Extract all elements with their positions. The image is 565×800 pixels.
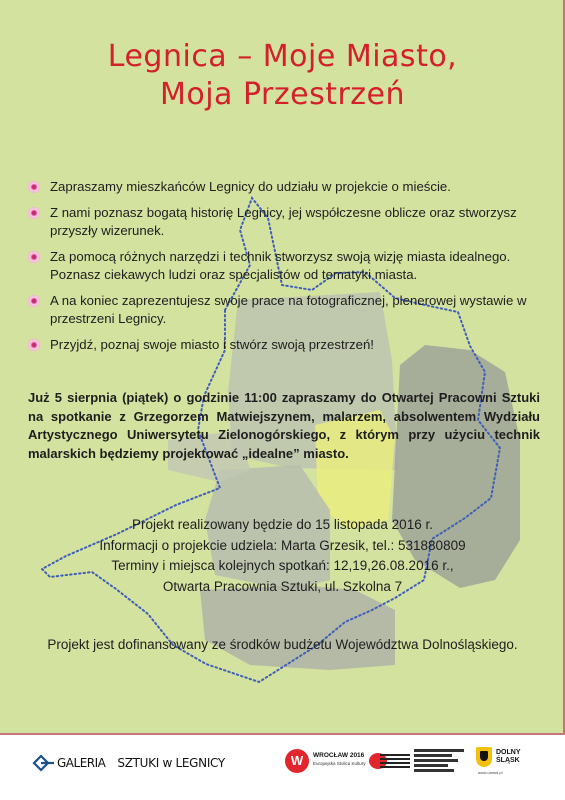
partner-stripe-icon [368,751,412,771]
wroclaw-circle-icon: W [285,749,309,773]
bullet-item [28,336,543,354]
foundation-logo [414,747,464,777]
bullet-item [28,178,543,196]
invitation-bullet-list [28,178,543,362]
bullet-text: Z nami poznasz bogatą historię Legnicy, jej współczesne oblicze oraz stworzysz przyszły wizerunek. [50,205,517,238]
info-line-contact: Informacji o projekcie udziela: Marta Grzesik, tel.: 531880809 [99,537,466,553]
foundation-logo-line [414,759,458,762]
title-line-2: Moja Przestrzeń [159,77,406,112]
foundation-logo-line [414,754,452,757]
wroclaw-title: WROCŁAW 2016 [313,752,365,759]
bullet-text: A na koniec zaprezentujesz swoje prace na fotograficznej, plenerowej wystawie w przestrzeni Legnicy. [50,293,527,326]
event-announcement: Już 5 sierpnia (piątek) o godzinie 11:00 zapraszamy do Otwartej Pracowni Sztuki na spotkanie z Grzegorzem Matwiejszynem, malarzem, absolwentem Wydziału Artystycznego Uniwersytetu Zielonogórskiego, z którym przy użyciu technik malarskich będziemy projektować „idealne” miasto. [28,390,540,461]
partner-stripe-logo [368,751,412,771]
galeria-mark-icon [32,754,56,772]
info-line-duration: Projekt realizowany będzie do 15 listopada 2016 r. [132,517,433,532]
bullet-text: Za pomocą różnych narzędzi i technik stworzysz swoją wizję miasta idealnego. Poznasz ciekawych ludzi oraz specjalistów od tematyki miasta. [50,249,511,282]
foundation-logo-line [414,764,448,767]
slask-word: ŚLĄSK [496,757,520,764]
sztuki-word: SZTUKI w LEGNICY [117,756,225,770]
wroclaw-subtitle: Europejska Stolica Kultury [313,761,366,766]
dolny-word: DOLNY [496,749,521,756]
bullet-item [28,204,543,240]
bullet-icon [28,339,40,351]
bullet-text: Zapraszamy mieszkańców Legnicy do udziału w projekcie o mieście. [50,179,451,194]
bullet-text: Przyjdź, poznaj swoje miasto i stwórz swoją przestrzeń! [50,337,374,352]
foundation-logo-line [414,769,454,772]
galeria-sztuki-logo [32,752,225,774]
project-info [0,515,565,597]
bullet-item [28,292,543,328]
sponsor-logo-bar [0,740,565,800]
bullet-icon [28,207,40,219]
bullet-item [28,248,543,284]
dolny-slask-shield-icon [476,747,492,767]
info-line-location: Otwarta Pracownia Sztuki, ul. Szkolna 7 [162,578,403,594]
title-line-1: Legnica – Moje Miasto, [107,39,458,74]
poster-title [0,38,565,114]
foundation-logo-line [414,749,464,752]
bullet-icon [28,181,40,193]
funding-note: Projekt jest dofinansowany ze środków budżetu Województwa Dolnośląskiego. [47,637,518,652]
wroclaw-2016-logo [285,748,365,778]
galeria-word: GALERIA [57,756,106,770]
bullet-icon [28,251,40,263]
dolny-url: www.umwd.pl [478,770,503,775]
dolny-slask-logo [476,747,536,779]
info-line-dates: Terminy i miejsca kolejnych spotkań: 12,19,26.08.2016 r., [111,558,454,573]
bullet-icon [28,295,40,307]
